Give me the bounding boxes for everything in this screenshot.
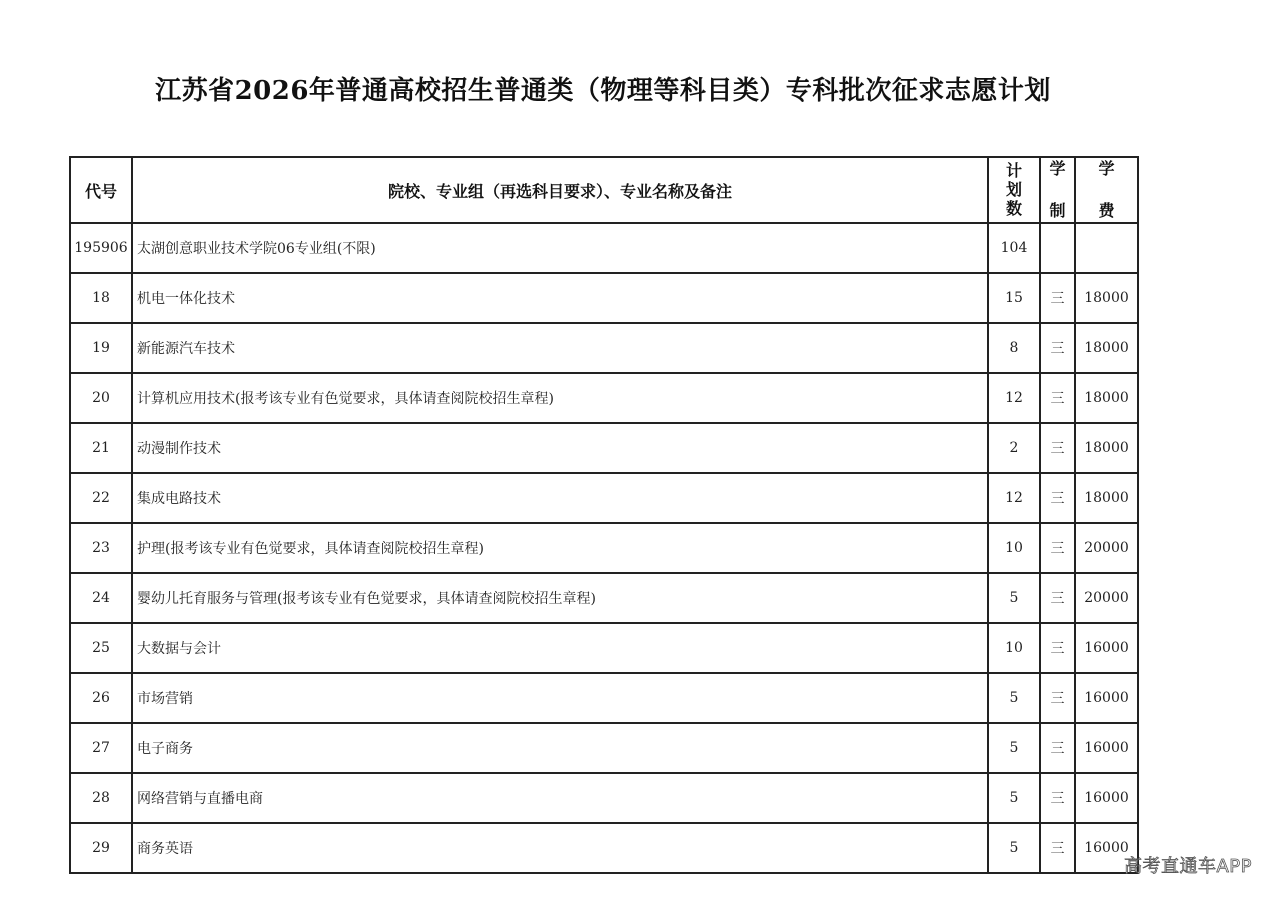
cell-code: 27: [70, 723, 132, 773]
cell-plan: 10: [988, 523, 1040, 573]
cell-fee: 18000: [1075, 323, 1138, 373]
cell-name: 商务英语: [132, 823, 988, 873]
cell-name: 婴幼儿托育服务与管理(报考该专业有色觉要求，具体请查阅院校招生章程): [132, 573, 988, 623]
page-title: 江苏省2026年普通高校招生普通类（物理等科目类）专科批次征求志愿计划: [155, 76, 1051, 106]
header-name: 院校、专业组（再选科目要求）、专业名称及备注: [132, 157, 988, 223]
cell-name: 网络营销与直播电商: [132, 773, 988, 823]
cell-code: 25: [70, 623, 132, 673]
cell-name: 新能源汽车技术: [132, 323, 988, 373]
cell-years: 三: [1040, 423, 1075, 473]
table-row: [70, 723, 1138, 773]
cell-years: 三: [1040, 273, 1075, 323]
table-row: [70, 223, 1138, 273]
cell-name: 大数据与会计: [132, 623, 988, 673]
cell-fee: 16000: [1075, 723, 1138, 773]
cell-fee: 18000: [1075, 423, 1138, 473]
cell-plan: 104: [988, 223, 1040, 273]
header-plan-char: 数: [1005, 199, 1022, 218]
cell-name: 动漫制作技术: [132, 423, 988, 473]
header-plan-char: 划: [1005, 180, 1022, 199]
cell-fee: 16000: [1075, 673, 1138, 723]
cell-code: 195906: [70, 223, 132, 273]
cell-code: 19: [70, 323, 132, 373]
cell-fee: 20000: [1075, 523, 1138, 573]
cell-years: 三: [1040, 323, 1075, 373]
table-row: [70, 523, 1138, 573]
cell-plan: 5: [988, 673, 1040, 723]
cell-code: 18: [70, 273, 132, 323]
header-fee-char: 费: [1098, 201, 1115, 220]
header-code: 代号: [70, 157, 132, 223]
header-fee: [1075, 157, 1138, 223]
cell-plan: 2: [988, 423, 1040, 473]
cell-name: 机电一体化技术: [132, 273, 988, 323]
table-row: [70, 673, 1138, 723]
cell-years: 三: [1040, 573, 1075, 623]
header-fee-char: 学: [1098, 159, 1115, 178]
table-row: [70, 823, 1138, 873]
table-row: [70, 323, 1138, 373]
cell-plan: 8: [988, 323, 1040, 373]
table-row: [70, 423, 1138, 473]
table-row: [70, 573, 1138, 623]
cell-name: 电子商务: [132, 723, 988, 773]
cell-fee: 16000: [1075, 823, 1138, 873]
cell-name: 计算机应用技术(报考该专业有色觉要求，具体请查阅院校招生章程): [132, 373, 988, 423]
cell-code: 21: [70, 423, 132, 473]
watermark-text: 高考直通车APP: [1123, 856, 1252, 877]
cell-years: 三: [1040, 523, 1075, 573]
cell-plan: 5: [988, 573, 1040, 623]
header-years-char: 制: [1049, 201, 1066, 220]
cell-years: [1040, 223, 1075, 273]
header-plan-char: 计: [1005, 161, 1022, 180]
cell-code: 22: [70, 473, 132, 523]
table-row: [70, 773, 1138, 823]
cell-plan: 12: [988, 473, 1040, 523]
cell-plan: 10: [988, 623, 1040, 673]
cell-plan: 5: [988, 773, 1040, 823]
cell-name: 市场营销: [132, 673, 988, 723]
header-years: [1040, 157, 1075, 223]
table-row: [70, 273, 1138, 323]
cell-code: 24: [70, 573, 132, 623]
table-row: [70, 623, 1138, 673]
cell-years: 三: [1040, 623, 1075, 673]
cell-name: 集成电路技术: [132, 473, 988, 523]
cell-plan: 12: [988, 373, 1040, 423]
cell-fee: 18000: [1075, 273, 1138, 323]
header-plan: [988, 157, 1040, 223]
table-row: [70, 473, 1138, 523]
cell-name: 护理(报考该专业有色觉要求，具体请查阅院校招生章程): [132, 523, 988, 573]
cell-code: 23: [70, 523, 132, 573]
cell-code: 29: [70, 823, 132, 873]
table-row: [70, 373, 1138, 423]
cell-fee: 20000: [1075, 573, 1138, 623]
cell-years: 三: [1040, 473, 1075, 523]
cell-plan: 5: [988, 723, 1040, 773]
cell-years: 三: [1040, 673, 1075, 723]
cell-code: 26: [70, 673, 132, 723]
cell-fee: 18000: [1075, 473, 1138, 523]
cell-years: 三: [1040, 773, 1075, 823]
cell-years: 三: [1040, 823, 1075, 873]
cell-fee: 16000: [1075, 623, 1138, 673]
cell-years: 三: [1040, 723, 1075, 773]
cell-fee: 18000: [1075, 373, 1138, 423]
cell-code: 28: [70, 773, 132, 823]
cell-fee: [1075, 223, 1138, 273]
cell-plan: 5: [988, 823, 1040, 873]
table-header-row: [70, 157, 1138, 223]
cell-name: 太湖创意职业技术学院06专业组(不限): [132, 223, 988, 273]
cell-years: 三: [1040, 373, 1075, 423]
cell-code: 20: [70, 373, 132, 423]
cell-fee: 16000: [1075, 773, 1138, 823]
cell-plan: 15: [988, 273, 1040, 323]
enrollment-plan-table: [69, 156, 1139, 874]
header-years-char: 学: [1049, 159, 1066, 178]
